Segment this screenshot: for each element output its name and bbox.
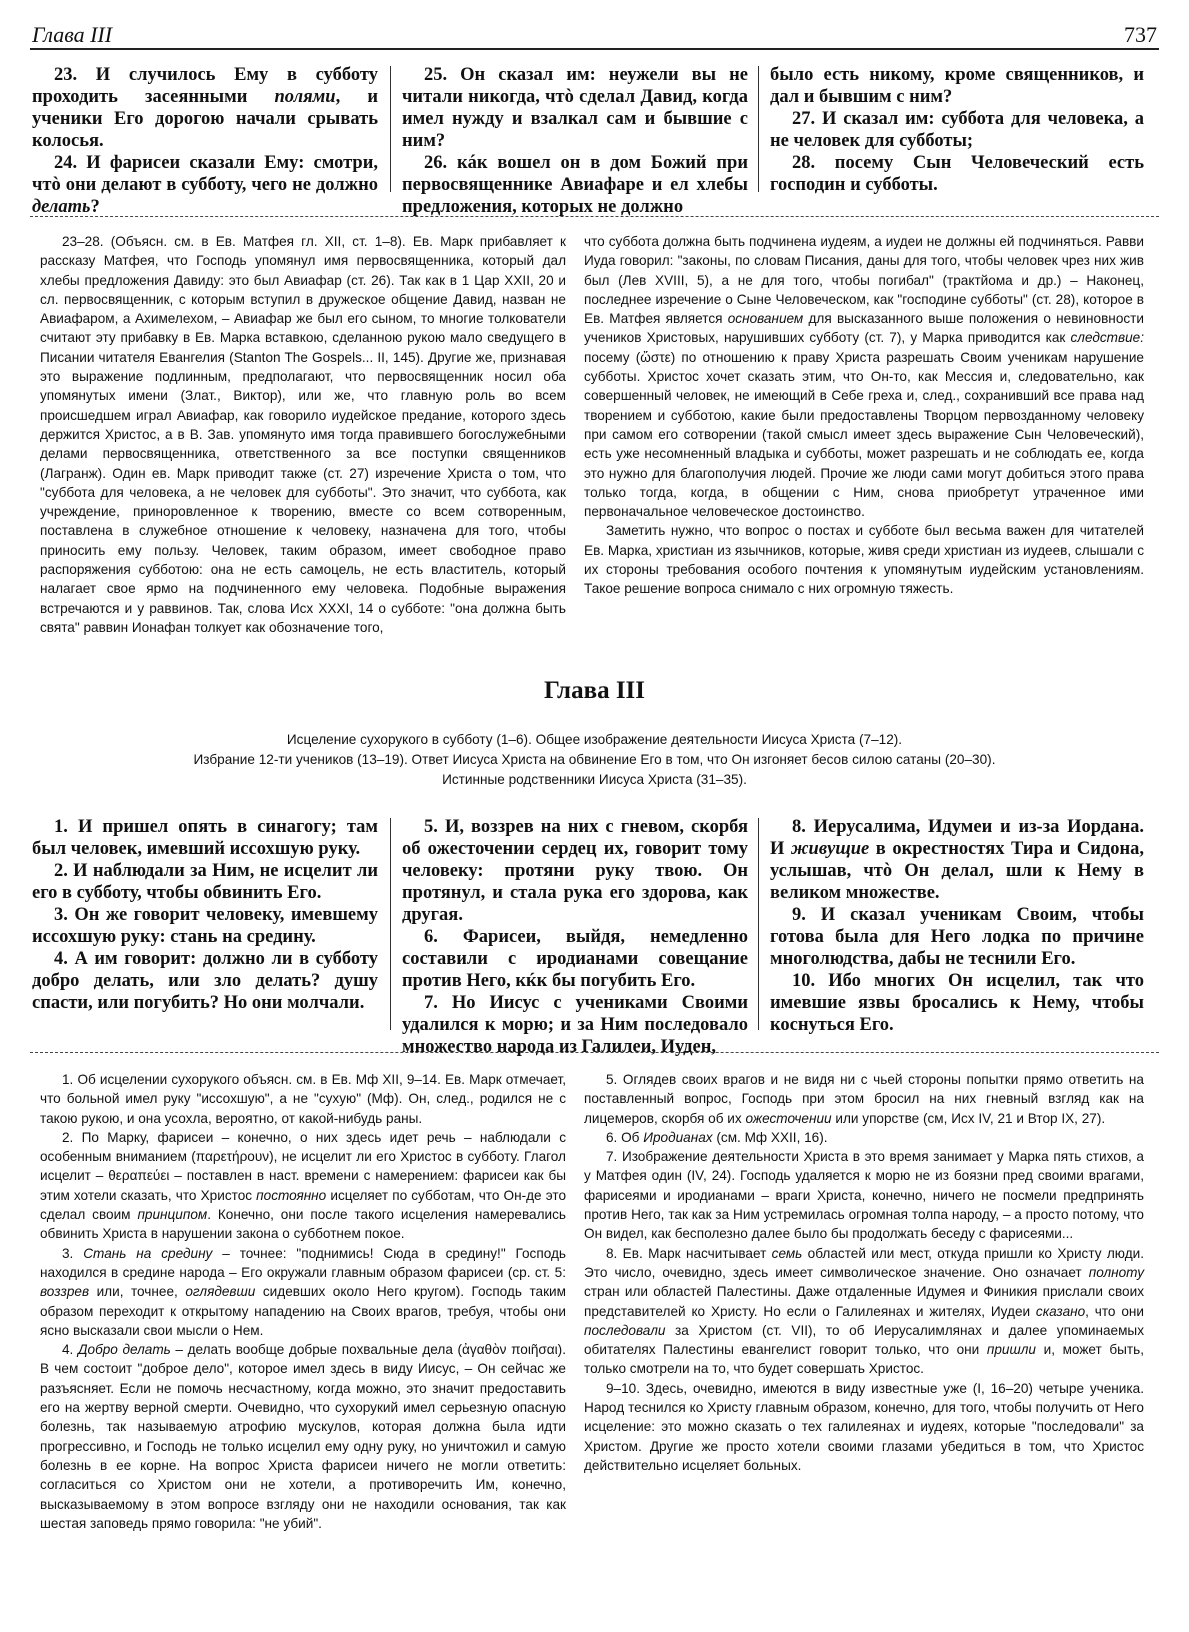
column-divider bbox=[390, 818, 391, 1030]
verse-1: 1. И пришел опять в синагогу; там был человек, имевший иссохшую руку. bbox=[32, 817, 378, 859]
bottom-commentary-left bbox=[40, 1070, 566, 1533]
running-header bbox=[30, 16, 1159, 50]
bottom-commentary-right bbox=[584, 1070, 1144, 1475]
bottom-verses-col-3 bbox=[770, 816, 1144, 1036]
commentary-9-10: 9–10. Здесь, очевидно, имеются в виду известные уже (I, 16–20) четыре ученика. Народ теснился ко Христу главным образом, конечно, для того, чтобы получить от Него исцеление: это можно сказать о тех галилеянах и иудеях, которые "последовали" за Христом. Другие же просто хотели своими глазами убедиться в том, что Христос действительно исцеляет больных. bbox=[584, 1380, 1144, 1473]
commentary-5: 5. Оглядев своих врагов и не видя ни с чьей стороны попытки прямо ответить на поставленный вопрос, Господь при этом бросил на них гневный взгляд как на лицемеров, скорбя об их ожесточении или упорстве (см, Исх IV, 21 и Втор IX, 27). bbox=[584, 1072, 1144, 1126]
commentary-23-28-continued: что суббота должна быть подчинена иудеям, а иудеи не должны ей подчиняться. Равви Иуда говорил: "законы, по словам Писания, даны для того, чтобы человек чрез них жив был (Лев XVIII, 5), а не для того, чтобы погибал" (трактйома и др.) – Наконец, последнее изречение о Сыне Человеческом, как "господине субботы" (ст. 28), которое в Ев. Матфея является основанием для высказанного выше положения о невиновности учеников Христовых, нарушивших субботу (ст. 7), у Марка приводится как следствие: посему (ὥστε) по отношению к праву Христа разрешать Своим ученикам нарушение субботы. Христос хочет сказать этим, что Он-то, как Мессия и, следовательно, как совершенный человек, не имеющий в Себе греха и, след., сохранивший все права над творением и субботою, какие были предоставлены Творцом первозданному человеку при самом его сотворении (такой смысл имеет здесь выражение Сын Человеческий), есть уже несомненный владыка и субботы, может разрешать и не соблюдать ее, когда это нужно для благополучия людей. Прочие же люди сами могут добиться этого права только тогда, когда, в общении с Ним, снова приобретут утраченное ими первоначальное человеческое достоинство. bbox=[584, 234, 1144, 520]
section-divider bbox=[30, 1052, 1159, 1053]
commentary-note: Заметить нужно, что вопрос о постах и субботе был весьма важен для читателей Ев. Марка, христиан из язычников, которые, живя среди христиан из иудеев, слышали с их стороны требования особого почтения к упомянутым иудейским установлениям. Такое решение вопроса снимало с них огромную тяжесть. bbox=[584, 523, 1144, 597]
commentary-6: 6. Об Иродианах (см. Мф XXII, 16). bbox=[606, 1129, 828, 1145]
top-verses-col-1 bbox=[32, 64, 378, 218]
commentary-2: 2. По Марку, фарисеи – конечно, о них здесь идет речь – наблюдали с особенным вниманием (παρετήρουν), не исцелит ли его Христос в субботу. Глагол исцелит – θεραπεύει – поставлен в наст. времени с намерением: фарисеи как бы этим хотели сказать, что Христос постоянно исцеляет по субботам, что Он-де это сделал своим принципом. Конечно, они после такого исцеления намеревались обвинить Христа в нарушении закона о субботнем покое. bbox=[40, 1129, 567, 1242]
column-divider bbox=[390, 66, 391, 192]
verse-23: 23. И случилось Ему в субботу проходить засеянными полями, и ученики Его дорогою начали срывать колосья. bbox=[32, 65, 378, 151]
top-commentary-left bbox=[40, 232, 566, 637]
verse-9: 9. И сказал ученикам Своим, чтобы готова была для Него лодка по причине многолюдства, дабы не теснили Его. bbox=[770, 905, 1144, 969]
top-commentary-right bbox=[584, 232, 1144, 599]
chapter-summary bbox=[0, 730, 1189, 790]
verse-4: 4. А им говорит: должно ли в субботу добро делать, или зло делать? душу спасти, или погубить? Но они молчали. bbox=[32, 949, 378, 1013]
verse-7: 7. Но Иисус с учениками Своими удалился к морю; и за Ним последовало множество народа из Галилеи, Иуден, bbox=[402, 993, 748, 1057]
commentary-3: 3. Стань на средину – точнее: "поднимись! Сюда в средину!" Господь находился в средине народа – Его окружали главным образом фарисеи (ср. ст. 5: воззрев или, точнее, оглядевши сидевших около Него кругом). Господь таким образом переходит к открытому нападению на Своих врагов, требуя, чтобы они ясно высказали свои мысли о Нем. bbox=[40, 1245, 566, 1338]
commentary-4: 4. Добро делать – делать вообще добрые похвальные дела (ἀγαθὸν ποιῆσαι). В чем состоит "доброе дело", которое имел здесь в виду Иисус, – Он сейчас же разъясняет. Если не помочь несчастному, когда можно, это значит предоставить его на жертву верной смерти. Очевидно, что сухорукий имел серьезную опасную болезнь, так называемую атрофию мускулов, которая должна была идти прогрессивно, и Господь не только исцелил ему одну руку, но уничтожил и самую болезнь в ее корне. На вопрос Христа фарисеи ничего не могли ответить: согласиться со Христом они не хотели, а противоречить Им, конечно, высказываемому в этом вопросе взгляду они не находили основания, так как шестая заповедь прямо говорила: "не убий". bbox=[40, 1342, 566, 1531]
summary-line: Исцеление сухорукого в субботу (1–6). Общее изображение деятельности Иисуса Христа (7–12). bbox=[286, 732, 903, 747]
verse-8: 8. Иерусалима, Идумеи и из-за Иордана. И живущие в окрестностях Тира и Сидона, услышав, чтò Он делал, шли к Нему в великом множестве. bbox=[770, 817, 1145, 903]
commentary-8: 8. Ев. Марк насчитывает семь областей или мест, откуда пришли ко Христу люди. Это число, очевидно, здесь имеет символическое значение. Оно означает полноту стран или областей Палестины. Даже отдаленные Идумея и Финикия прислали своих представителей ко Христу. Но если о Галилеянах и жителях, Иудеи сказано, что они последовали за Христом (ст. VII), то об Иерусалимлянах и далее упоминаемых обитателях Палестины евангелист говорит только, что они пришли и, может быть, только смотрели на то, что будет совершать Христос. bbox=[584, 1245, 1144, 1377]
verse-6: 6. Фарисеи, выйдя, немедленно составили с иродианами совещание против Него, кќк бы погубить Его. bbox=[402, 927, 748, 991]
summary-line: Избрание 12-ти учеников (13–19). Ответ Иисуса Христа на обвинение Его в том, что Он изгоняет бесов силою сатаны (20–30). bbox=[193, 752, 996, 767]
verse-2: 2. И наблюдали за Ним, не исцелит ли его в субботу, чтобы обвинить Его. bbox=[32, 861, 378, 903]
page-number: 737 bbox=[1124, 22, 1157, 47]
top-verses-col-3 bbox=[770, 64, 1144, 196]
commentary-23-28: 23–28. (Объясн. см. в Ев. Матфея гл. XII, ст. 1–8). Ев. Марк прибавляет к рассказу Матфея, что Господь упомянул имя первосвященника, который дал хлебы предложения Давиду: это был Авиафар (ст. 26). Так как в 1 Цар XXII, 20 и сл. первосвященник, с которым вступил в дружеское общение Давид, назван не Авиафаром, а Ахимелехом, – Авиафар же был его сыном, то многие толкователи считают эту прибавку в Ев. Марка вставкою, сделанною рукою мало сведущего в Писании читателя Евангелия (Stanton The Gospels... II, 145). Другие же, признавая это выражение подлинным, предполагают, что первосвященник носил оба упомянутых имени (Злат., Виктор), или же, что главную роль во всем происшедшем играл Авиафар, как говорило иудейское предание, которого здесь держится Христос, а в В. Зав. упомянуто имя тогда правившего богослужебными делами первосвященника, ответственного за все поступки священников (Лагранж). Один ев. Марк приводит также (ст. 27) изречение Христа о том, что "суббота для человека, а не человек для субботы". Это значит, что суббота, как учреждение, приноровленное к творению, вместе со всем сотворенным, поставлена в служебное отношение к человеку, назначена для того, чтобы приносить ему пользу. Человек, таким образом, имеет свободное право распоряжения субботою: она не есть самоцель, не есть властитель, который налагает свое ярмо на подчиненного ему человека. Подобные выражения встречаются и у раввинов. Так, слова Исх XXXI, 14 о субботе: "она должна быть свята" раввин Ионафан толкует как обозначение того, bbox=[40, 234, 566, 635]
bottom-verses-col-2 bbox=[402, 816, 748, 1058]
bottom-verses-col-1 bbox=[32, 816, 378, 1014]
verse-26-continued: было есть никому, кроме священников, и дал и бывшим с ним? bbox=[770, 65, 1144, 107]
column-divider bbox=[758, 66, 759, 192]
verse-27: 27. И сказал им: суббота для человека, а не человек для субботы; bbox=[770, 109, 1144, 151]
verse-26: 26. кáк вошел он в дом Божий при первосвященнике Авиафаре и ел хлебы предложения, которых не должно bbox=[402, 153, 748, 217]
section-divider bbox=[30, 216, 1159, 217]
running-header-chapter: Глава III bbox=[32, 22, 113, 47]
top-verses-col-2 bbox=[402, 64, 748, 218]
verse-28: 28. посему Сын Человеческий есть господин и субботы. bbox=[770, 153, 1144, 195]
verse-25: 25. Он сказал им: неужели вы не читали никогда, чтò сделал Давид, когда имел нужду и взалкал сам и бывшие с ним? bbox=[402, 65, 748, 151]
summary-line: Истинные родственники Иисуса Христа (31–35). bbox=[442, 772, 747, 787]
chapter-title: Глава III bbox=[543, 677, 646, 704]
verse-3: 3. Он же говорит человеку, имевшему иссохшую руку: стань на средину. bbox=[32, 905, 378, 947]
verse-5: 5. И, воззрев на них с гневом, скорбя об ожесточении сердец их, говорит тому человеку: протяни руку твою. Он протянул, и стала рука его здорова, как другая. bbox=[402, 817, 748, 925]
column-divider bbox=[758, 818, 759, 1030]
commentary-1: 1. Об исцелении сухорукого объясн. см. в Ев. Мф XII, 9–14. Ев. Марк отмечает, что больной имел руку "иссохшую", а не "сухую" (Мф). Он, след., родился не с такою рукою, и она усохла, вероятно, от какой-нибудь раны. bbox=[40, 1072, 566, 1126]
verse-24: 24. И фарисеи сказали Ему: смотри, чтò они делают в субботу, чего не должно делать? bbox=[32, 153, 378, 217]
commentary-7: 7. Изображение деятельности Христа в это время занимает у Марка пять стихов, а у Матфея один (IV, 24). Господь удаляется к морю не из боязни пред своими врагами, фарисеями и иродианами – враги Христа, конечно, ничего не посмели предпринять против Него, так как за Ним устремилась огромная толпа народу, – а просто потому, что Он видел, как бесполезно далее было бы продолжать беседу с фарисеями... bbox=[584, 1149, 1144, 1242]
verse-10: 10. Ибо многих Он исцелил, так что имевшие язвы бросались к Нему, чтобы коснуться Его. bbox=[770, 971, 1144, 1035]
